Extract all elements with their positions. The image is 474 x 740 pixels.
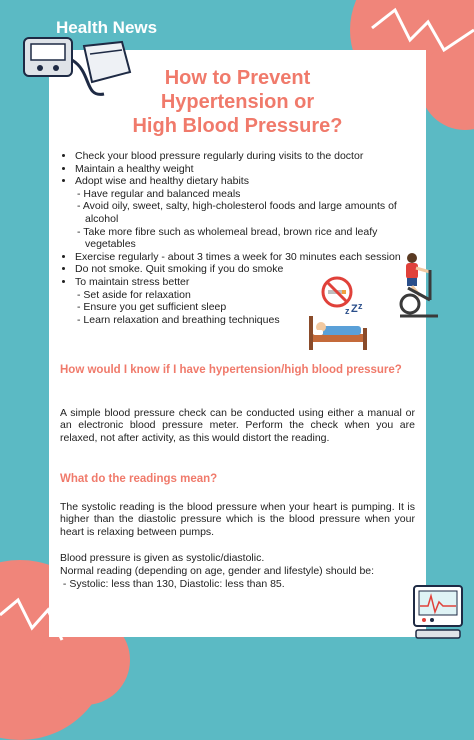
sub-list — [75, 289, 425, 327]
list-item: • Do not smoke. Quit smoking if you do smoke — [75, 263, 425, 276]
title-line: How to Prevent — [164, 67, 311, 89]
exercise-bike-icon — [396, 250, 446, 318]
paragraph: A simple blood pressure check can be conducted using either a manual or an electronic blood pressure meter. Perform the check when you are relaxed, not after activity, as this would distort the reading. — [60, 407, 415, 444]
sub-list-item: - Have regular and balanced meals — [75, 188, 425, 201]
content-card — [49, 50, 426, 637]
tips-list — [61, 150, 425, 326]
sub-list — [75, 188, 425, 251]
svg-text:Z: Z — [351, 303, 358, 315]
title-line: High Blood Pressure? — [132, 115, 343, 137]
svg-text:z: z — [358, 302, 363, 311]
list-item: • Check your blood pressure regularly during visits to the doctor — [75, 150, 425, 163]
brand-label: Health News — [56, 18, 158, 37]
paragraph: - Systolic: less than 130, Diastolic: less than 85. — [60, 578, 285, 590]
paragraph: The systolic reading is the blood pressure when your heart is pumping. It is higher than the diastolic pressure which is the blood pressure when your heart is relaxing between pumps. — [60, 501, 415, 538]
ecg-monitor-icon — [412, 584, 464, 640]
title-line: Hypertension or — [160, 91, 315, 113]
list-item — [75, 276, 425, 326]
list-item: • Exercise regularly - about 3 times a week for 30 minutes each session — [75, 251, 425, 264]
blood-pressure-monitor-icon — [22, 32, 134, 104]
sub-list-item: - Learn relaxation and breathing techniques — [75, 314, 425, 327]
svg-text:z: z — [345, 306, 350, 316]
paragraph: Normal reading (depending on age, gender and lifestyle) should be: — [60, 565, 375, 577]
sub-list-item: - Set aside for relaxation — [75, 289, 425, 302]
paragraph: Blood pressure is given as systolic/diastolic. — [60, 552, 265, 564]
list-item: • Maintain a healthy weight — [75, 163, 425, 176]
sub-list-item: - Take more fibre such as wholemeal bread, brown rice and leafy vegetables — [75, 226, 425, 251]
sub-list-item: - Ensure you get sufficient sleep — [75, 301, 425, 314]
sub-list-item: - Avoid oily, sweet, salty, high-cholesterol foods and large amounts of alcohol — [75, 200, 425, 225]
list-item — [75, 175, 425, 251]
list-item-label: To maintain stress better — [75, 275, 190, 288]
sleeping-bed-icon — [307, 302, 369, 352]
section-heading: How would I know if I have hypertension/high blood pressure? — [60, 364, 402, 376]
list-item-label: Adopt wise and healthy dietary habits — [75, 175, 249, 188]
section-heading: What do the readings mean? — [60, 473, 218, 485]
